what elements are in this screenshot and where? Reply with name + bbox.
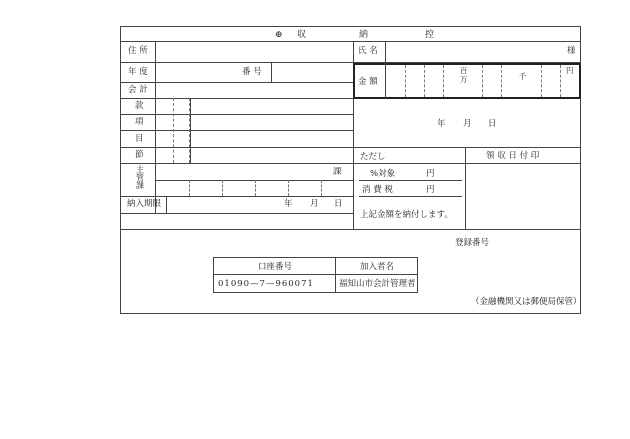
date-day: 日 [488, 119, 497, 129]
taxable-label: %対象 [370, 169, 396, 179]
digit-divider [560, 65, 561, 97]
dashed-divider [288, 180, 289, 196]
divider [121, 41, 581, 42]
digit-divider [482, 65, 483, 97]
dashed-divider [222, 180, 223, 196]
dashed-divider [189, 180, 190, 196]
divider [155, 41, 156, 213]
unit-man: 万 [460, 75, 468, 84]
account-number: 01090—7—960071 [218, 279, 314, 289]
dashed-divider [321, 180, 322, 196]
tadashi-label: ただし [360, 152, 386, 162]
digit-divider [405, 65, 406, 97]
divider [271, 62, 272, 82]
kan-label: 款 [135, 101, 144, 111]
amount-label: 金 額 [358, 77, 378, 87]
divider [155, 180, 353, 181]
registration-number-label: 登録番号 [455, 238, 490, 248]
deadline-day: 日 [334, 199, 343, 209]
title-mark: ⊕ [275, 30, 283, 40]
divider [359, 180, 462, 181]
received-statement: 上記金額を納付します。 [360, 210, 453, 220]
divider [353, 163, 581, 164]
digit-divider [424, 65, 425, 97]
storage-note: （金融機関又は郵便局保管） [471, 297, 582, 307]
divider [213, 274, 418, 275]
date-month: 月 [463, 119, 472, 129]
divider [385, 41, 386, 62]
divider [121, 229, 581, 230]
consumption-tax-yen: 円 [426, 185, 435, 195]
ka-label: 課 [333, 167, 342, 177]
kou-label: 項 [135, 117, 144, 127]
address-label: 住 所 [128, 46, 148, 56]
digit-divider [541, 65, 542, 97]
honorific: 様 [567, 46, 576, 56]
title-char-2: 納 [359, 30, 369, 40]
receipt-date-stamp-label: 領 収 日 付 印 [486, 151, 540, 161]
deadline-year: 年 [284, 199, 293, 209]
divider [385, 63, 386, 99]
shukan-label: 主 管 課 [136, 165, 144, 190]
moku-label: 目 [135, 134, 144, 144]
account-label: 会 計 [128, 85, 148, 95]
divider [359, 196, 462, 197]
taxable-yen: 円 [426, 169, 435, 179]
subscriber-name: 福知山市会計管理者 [339, 279, 416, 289]
dashed-divider [255, 180, 256, 196]
title-char-3: 控 [425, 30, 435, 40]
deadline-month: 月 [310, 199, 319, 209]
account-number-header: 口座番号 [258, 262, 293, 272]
consumption-tax-label: 消 費 税 [362, 185, 393, 195]
divider [190, 98, 191, 163]
payment-deadline-label: 納入期限 [127, 199, 162, 209]
unit-hyaku: 百 [460, 66, 468, 75]
dashed-divider [173, 98, 174, 163]
divider [335, 257, 336, 293]
date-year: 年 [437, 119, 446, 129]
title-char-1: 収 [297, 30, 307, 40]
unit-yen: 円 [566, 66, 574, 75]
name-label: 氏 名 [358, 46, 378, 56]
year-label: 年 度 [128, 67, 148, 77]
setsu-label: 節 [135, 150, 144, 160]
subscriber-header: 加入者名 [360, 262, 395, 272]
digit-divider [443, 65, 444, 97]
digit-divider [501, 65, 502, 97]
unit-sen: 千 [519, 72, 527, 81]
number-label: 番 号 [242, 67, 262, 77]
divider [166, 196, 167, 213]
divider [121, 213, 353, 214]
divider [465, 147, 466, 229]
